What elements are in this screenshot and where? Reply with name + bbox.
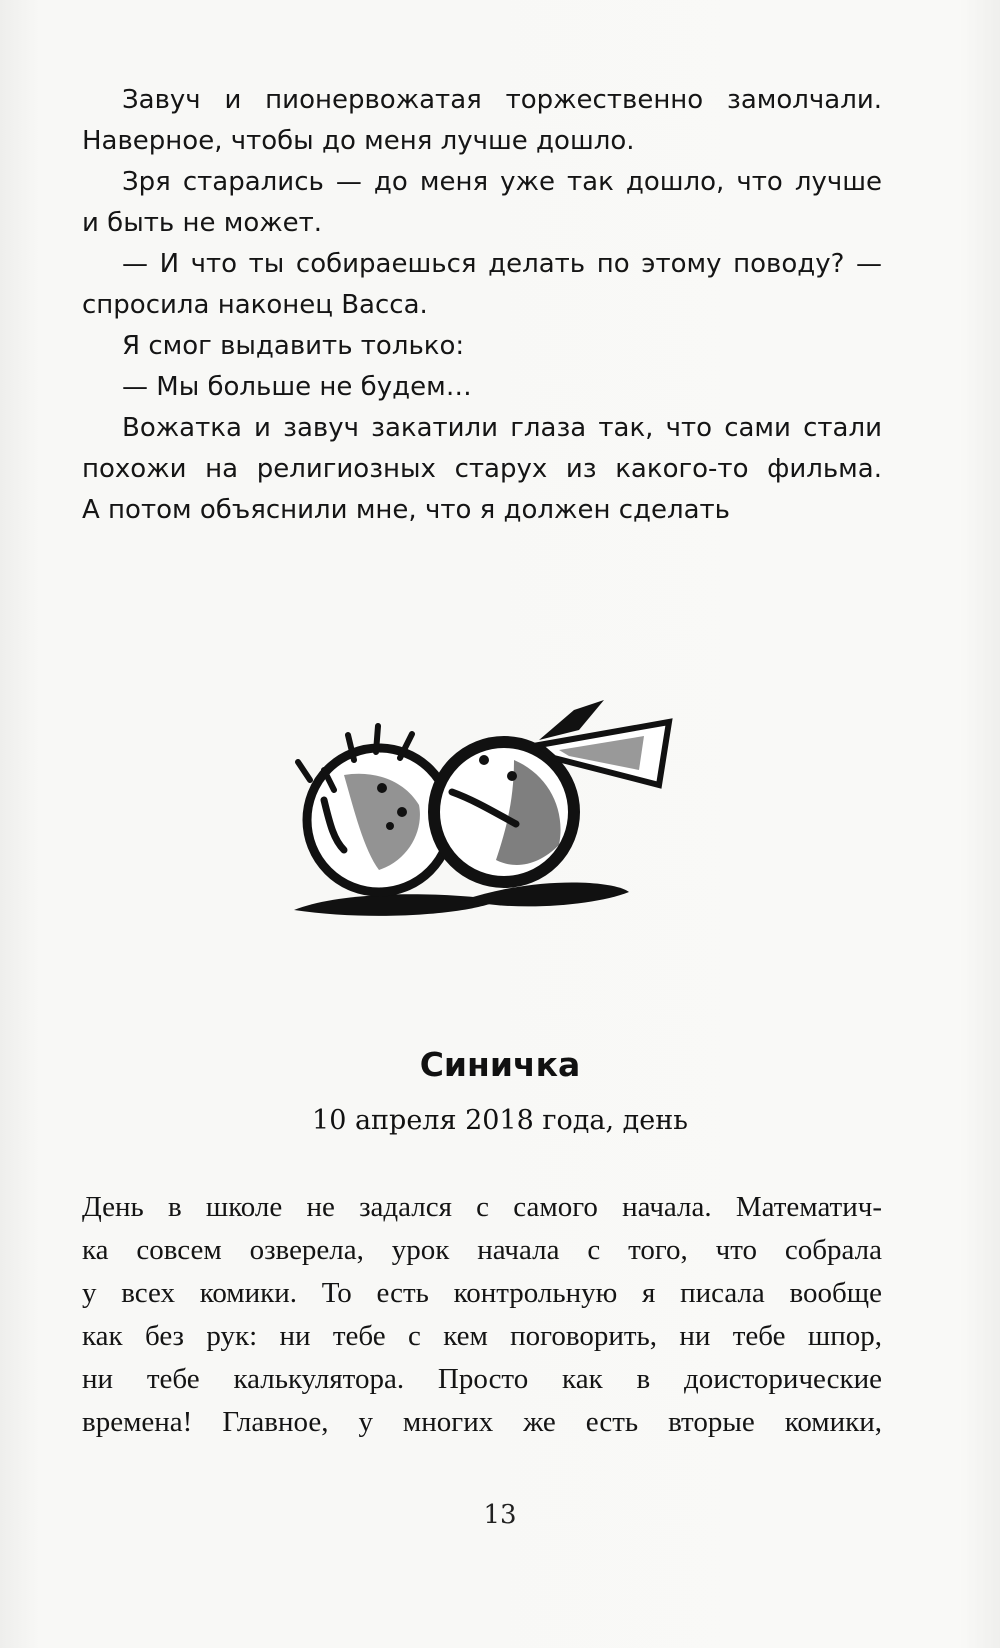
shadow-left	[294, 894, 499, 916]
text-line: как без рук: ни тебе с кем поговорить, ни тебе шпор,	[82, 1320, 882, 1352]
text-line: А потом объяснили мне, что я должен сделать	[82, 495, 731, 525]
chapter-body-text	[82, 1186, 882, 1444]
left-face	[298, 726, 451, 892]
chapter-title: Синичка	[419, 1045, 581, 1084]
page-number: 13	[483, 1500, 517, 1530]
two-smiling-faces-illustration	[284, 700, 704, 975]
text-line: Я смог выдавить только:	[122, 331, 465, 361]
text-line: спросила наконец Васса.	[82, 290, 428, 320]
text-line: у всех комики. То есть контрольную я писала вообще	[82, 1277, 882, 1309]
text-line: Наверное, чтобы до меня лучше дошло.	[82, 126, 635, 156]
previous-chapter-text	[82, 80, 882, 531]
text-line: времена! Главное, у многих же есть вторые комики,	[82, 1406, 882, 1438]
text-line: — Мы больше не будем…	[122, 372, 472, 402]
text-line: ни тебе калькулятора. Просто как в доисторические	[82, 1363, 882, 1395]
text-line: Завуч и пионервожатая торжественно замолчали.	[122, 85, 882, 115]
text-line: День в школе не задался с самого начала. Математич-	[82, 1191, 882, 1223]
text-line: и быть не может.	[82, 208, 323, 238]
text-line: ка совсем озверела, урок начала с того, что собрала	[82, 1234, 882, 1266]
text-line: Зря старались — до меня уже так дошло, что лучше	[122, 167, 882, 197]
text-line: — И что ты собираешься делать по этому поводу? —	[122, 249, 882, 279]
right-face	[434, 742, 574, 882]
text-line: похожи на религиозных старух из какого-то фильма.	[82, 454, 882, 484]
chapter-date: 10 апреля 2018 года, день	[312, 1105, 688, 1136]
text-line: Вожатка и завуч закатили глаза так, что сами стали	[122, 413, 882, 443]
